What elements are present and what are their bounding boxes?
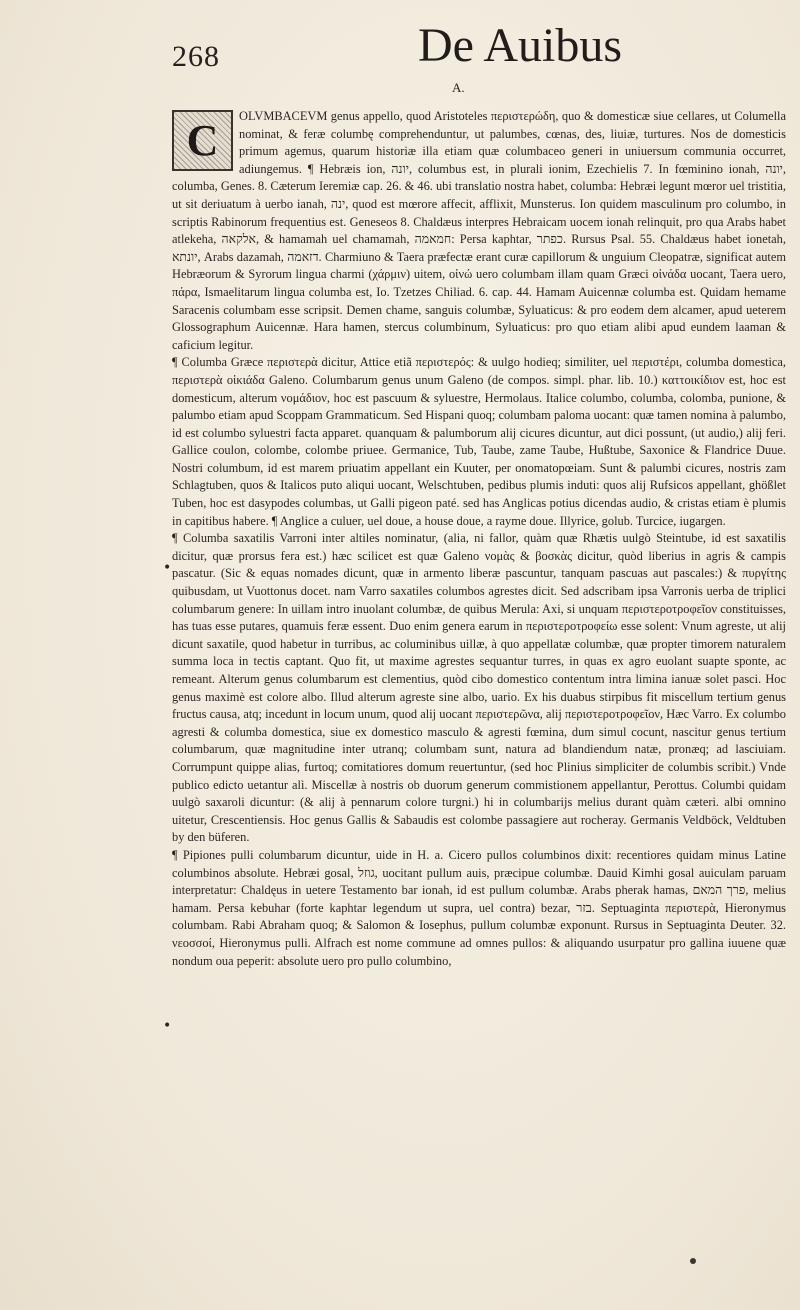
running-head: De Auibus bbox=[418, 19, 622, 72]
margin-bullet: • bbox=[163, 560, 172, 576]
ink-blot bbox=[690, 1258, 696, 1264]
initial-letter: C bbox=[174, 112, 231, 169]
body-text bbox=[172, 108, 786, 1308]
page-number: 268 bbox=[172, 40, 220, 73]
signature-mark: A. bbox=[452, 80, 465, 95]
paragraph-columba-graece: ¶ Columba Græce περιστερὰ dicitur, Attice etiã περιστερός: & uulgo hodieq; similiter, uel περιστέρι, columba domestica, περιστερὰ οἰκιάδα Galeno. Columbarum genus unum Galeno (de compos. simpl. phar. lib. 10.) καττοικίδιον est, hoc est domesticum, alterum νομάδιον, hoc est pascuum & syluestre, Hermolaus. Italice columbo, columba, colomba, punione, & palumbo etiam apud Scoppam Grammaticum. Sed Hispani quoq; columbam paloma uocant: quæ tamen nomina à palumbo, id est columbo syluestri facta apparet. quanquam & palumborum alij cicures dicuntur, aut dici possunt, (ut audio,) alij feri. Gallice coulon, colombe, colombe priuee. Germanice, Tub, Taube, zame Taube, Hußtube, Saxonice & Flandrice Duue. Nostri columbum, id est marem priuatim appellant ein Kuuter, per onomatopœiam. Sunt & palumbi cicures, nostris zam Schlagtuben, quos & Italicos puto aliqui uocant, Welschtuben, pedibus plumis induti: quos alij Rufsicos appellant, ghößlet Tuben, hoc est dasypodes columbas, ut Galli pigeon paté. sed has Anglicas potius dicendas audio, & cristas etiam è plumis in capitibus habere. ¶ Anglice a culuer, uel doue, a house doue, a rayme doue. Illyrice, golub. Turcice, iugargen. bbox=[172, 355, 786, 528]
margin-bullet: • bbox=[163, 1018, 172, 1034]
paragraph-columbaceum: OLVMBACEVM genus appello, quod Aristoteles περιστερώδη, quo & domesticæ siue cellares, ut Columella nominat, & feræ columbę comprehenduntur, ut palumbes, cœnas, des, liuiæ, turtures. Nos de domesticis primum agemus, quarum historiæ illa etiam quæ columbaceo generi in uniuersum communia occurret, adiungemus. ¶ Hebræis ion, יונה, columbus est, in plurali ionim, Ezechielis 7. In fœminino ionah, יונה, columba, Genes. 8. Cæterum Ieremiæ cap. 26. & 46. ubi translatio nostra habet, columba: Hebræi legunt mœror uel tristitia, ut sit deriuatum à uerbo ianah, ינה, quod est mœrore affecit, afflixit, Munsterus. Ion quidem masculinum pro columbo, in scriptis Rabinorum frequentius est. Geneseos 8. Chaldæus interpres Hebraicam uocem ionah relinquit, pro qua Arabs habet atlekeha, אלקאה, & hamamah uel chamamah, חמאמה: Persa kaphtar, כפתר. Rursus Psal. 55. Chaldæus habet ionetah, יונתא, Arabs dazamah, דזאמה. Charmiuno & Taera præfectæ erant curæ capillorum & unguium Cleopatræ, significat autem Hebræorum & Syrorum lingua charmi (χάρμιν) uitem, οἰνώ uero columbam illam quam Græci οἰνάδα uocant, Taera uero, πάρα, Ismaelitarum lingua columba est, Io. Tzetzes Chiliad. 6. cap. 44. Hamam Auicennæ columba est. Quidam hemame Saracenis columbam esse scripsit. Demen chame, sanguis columbæ, Syluaticus: & pro eodem dem alcamer, apud ueterem Glossographum Auicennæ. Hara hamen, stercus columbinum, Syluaticus: pro quo etiam alibi apud eundem laaman & caficium legitur. bbox=[172, 109, 786, 352]
paragraph-columba-saxatilis: ¶ Columba saxatilis Varroni inter altiles nominatur, (alia, ni fallor, quàm quæ Rhætis uulgò Steintube, id est saxatilis dicitur, quæ prorsus fera est.) hæc scilicet est quæ Galeno νομὰς & βοσκὰς dicitur, quòd liberius in agris & campis pascatur. (Sic & equas nomades dicunt, quæ in armento liberæ pascuntur, tanquam pascuas aut pascales:) & πυργίτης quibusdam, ut Vuottonus docet. nam Varro saxatiles columbos agrestes dicit. Sed adscribam ipsa Varronis uerba de triplici columbarum genere: In uillam intro inuolant columbæ, de quibus Merula: Axi, si unquam περιστεροτροφεῖον constituisses, has tuas esse putares, quamuis feræ essent. Duo enim genera earum in περιστεροτροφείω esse solent: Vnum agreste, ut alij dicunt saxatile, quod habetur in turribus, ac columinibus uillæ, à quo appellatæ columbæ, quæ propter timorem naturalem summa loca in tectis captant. Quo fit, ut maxime agrestes sequantur turres, in quas ex agro euolant suapte sponte, ac remeant. Alterum genus columbarum est clementius, quòd cibo domestico contentum intra limina ianuæ solet pasci. Hoc genus maximè est colore albo. Illud alterum agreste sine albo, uario. Ex his duabus stirpibus fit miscellum tertium genus fructus causa, atq; incedunt in locum unum, quod alij uocant περιστερῶνα, alij περιστεροτροφεῖον, Hæc Varro. Ex columbo agresti & columba domestica, siue ex domestico masculo & agresti fœmina, dum simul cocunt, nascitur genus tertium columbarum, quæ magnitudine inter utranq; columbam sunt, natura ad blandiendum natæ, pronæq; ad lasciuiam. Corrumpunt quippe alias, furtoq; comitatiores domum reuertuntur, (sed hoc Plinius simpliciter de columbis scribit.) Vnde publico edicto uetantur alì. Miscellæ à nostris ob duorum generum commistionem appellantur, Perottus. Columbi quidam uulgò saxaroli dicuntur: (& alij à pennarum colore turgni.) hi in columbarijs melius durant quàm cæteri. albi omnino uitetur, Crescentiensis. Hoc genus Gallis & Sabaudis est colombe passagiere aut rocheray. Germanis Veldböck, Veldtuben by den büferen. bbox=[172, 531, 786, 845]
paragraph-pipiones: ¶ Pipiones pulli columbarum dicuntur, uide in H. a. Cicero pullos columbinos dixit: recentiores quidam minus Latine columbinos absolute. Hebræi gosal, גוזל, uocitant pullum auis, præcipue columbæ. Dauid Kimhi gosal auiculam paruam interpretatur: Chaldęus in uetere Testamento bar ionah, id est pullum columbæ. Arabs pherak hamas, פרך המאם, melius hamam. Persa kebuhar (forte kaphtar legendum ut supra, uel contra) bezar, בזר. Septuaginta περιστερὰ, Hieronymus columbam. Rabi Abraham quoq; & Salomon & Iosephus, pullum columbæ exponunt. Rursus in Septuaginta Deuter. 32. νεοσσοί, Hieronymus pulli. Alfrach est nome commune ad omnes pullos: & aliquando usurpatur pro gallina iuuene quæ nondum oua peperit: absolute uero pro pullo columbino, bbox=[172, 847, 786, 968]
decorated-initial bbox=[172, 110, 233, 171]
